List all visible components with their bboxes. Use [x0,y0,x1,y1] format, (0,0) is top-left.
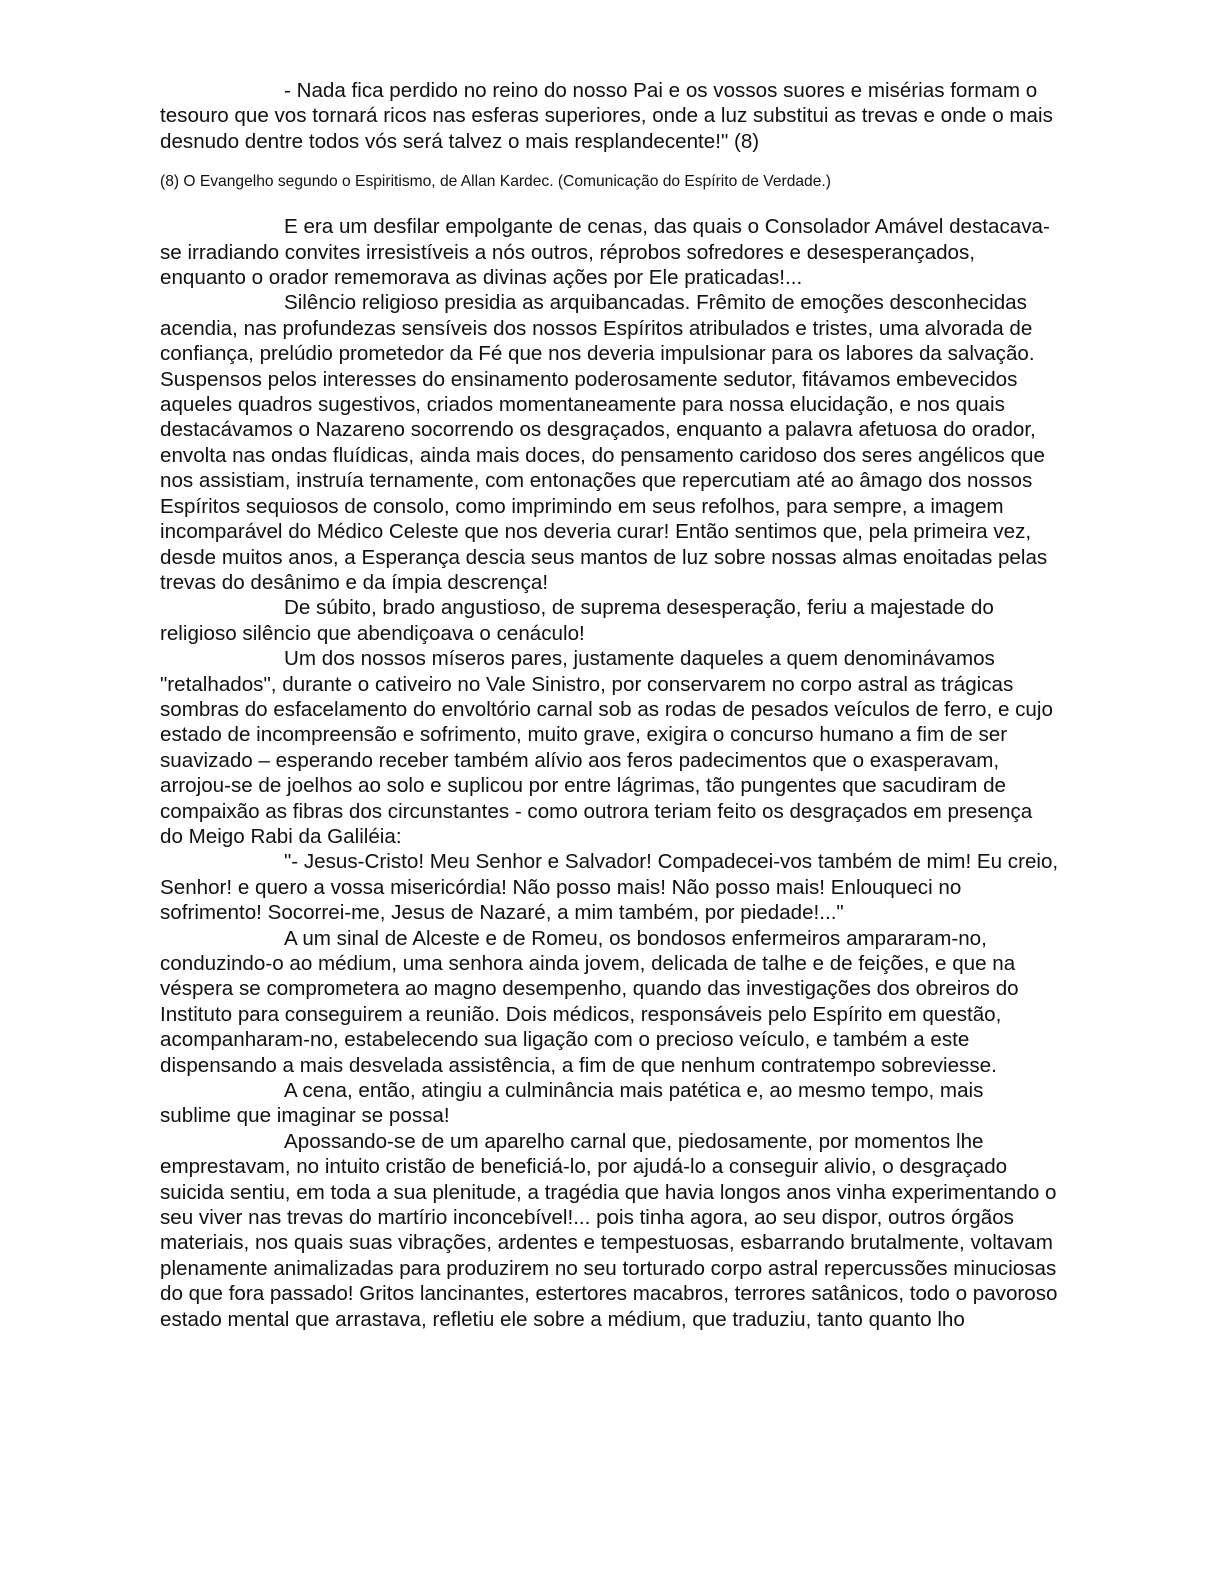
document-page [160,78,1060,1332]
paragraph: A um sinal de Alceste e de Romeu, os bondosos enfermeiros ampararam-no, conduzindo-o ao médium, uma senhora ainda jovem, delicada de talhe e de feições, e que na véspera se comprometera ao magno desempenho, quando das investigações dos obreiros do Instituto para conseguirem a reunião. Dois médicos, responsáveis pelo Espírito em questão, acompanharam-no, estabelecendo sua ligação com o precioso veículo, e também a este dispensando a mais desvelada assistência, a fim de que nenhum contratempo sobreviesse. [160,926,1019,1077]
paragraph: Um dos nossos míseros pares, justamente daqueles a quem denominávamos "retalhados", durante o cativeiro no Vale Sinistro, por conservarem no corpo astral as trágicas sombras do esfacelamento do envoltório carnal sob as rodas de pesados veículos de ferro, e cujo estado de incompreensão e sofrimento, muito grave, exigira o concurso humano a fim de ser suavizado – esperando receber também alívio aos feros padecimentos que o exasperavam, arrojou-se de joelhos ao solo e suplicou por entre lágrimas, tão pungentes que sacudiram de compaixão as fibras dos circunstantes - como outrora teriam feito os desgraçados em presença do Meigo Rabi da Galiléia: [160,647,1053,848]
paragraph: Silêncio religioso presidia as arquibancadas. Frêmito de emoções desconhecidas acendia, nas profundezas sensíveis dos nossos Espíritos atribulados e tristes, uma alvorada de confiança, prelúdio prometedor da Fé que nos deveria impulsionar para os labores da salvação. Suspensos pelos interesses do ensinamento poderosamente sedutor, fitávamos embevecidos aqueles quadros sugestivos, criados momentaneamente para nossa elucidação, e nos quais destacávamos o Nazareno socorrendo os desgraçados, enquanto a palavra afetuosa do orador, envolta nas ondas fluídicas, ainda mais doces, do pensamento caridoso dos seres angélicos que nos assistiam, instruía ternamente, com entonações que repercutiam até ao âmago dos nossos Espíritos sequiosos de consolo, como imprimindo em seus refolhos, para sempre, a imagem incomparável do Médico Celeste que nos deveria curar! Então sentimos que, pela primeira vez, desde muitos anos, a Esperança descia seus mantos de luz sobre nossas almas enoitadas pelas trevas do desânimo e da ímpia descrença! [160,291,1048,594]
paragraph: E era um desfilar empolgante de cenas, das quais o Consolador Amável destacava-se irradiando convites irresistíveis a nós outros, réprobos sofredores e desesperançados, enquanto o orador rememorava as divinas ações por Ele praticadas!... [160,215,1050,290]
footnote: (8) O Evangelho segundo o Espiritismo, de Allan Kardec. (Comunicação do Espírito de Verdade.) [160,173,831,191]
paragraph: Apossando-se de um aparelho carnal que, piedosamente, por momentos lhe emprestavam, no intuito cristão de beneficiá-lo, por ajudá-lo a conseguir alivio, o desgraçado suicida sentiu, em toda a sua plenitude, a tragédia que havia longos anos vinha experimentando o seu viver nas trevas do martírio inconcebível!... pois tinha agora, ao seu dispor, outros órgãos materiais, nos quais suas vibrações, ardentes e tempestuosas, esbarrando brutalmente, voltavam plenamente animalizadas para produzirem no seu torturado corpo astral repercussões minuciosas do que fora passado! Gritos lancinantes, estertores macabros, terrores satânicos, todo o pavoroso estado mental que arrastava, refletiu ele sobre a médium, que traduziu, tanto quanto lho [160,1129,1058,1331]
paragraph: "- Jesus-Cristo! Meu Senhor e Salvador! Compadecei-vos também de mim! Eu creio, Senhor! e quero a vossa misericórdia! Não posso mais! Não posso mais! Enlouqueci no sofrimento! Socorrei-me, Jesus de Nazaré, a mim também, por piedade!..." [160,850,1059,925]
paragraph: De súbito, brado angustioso, de suprema desesperação, feriu a majestade do religioso silêncio que abendiçoava o cenáculo! [160,596,994,645]
opening-paragraph: - Nada fica perdido no reino do nosso Pai e os vossos suores e misérias formam o tesouro que vos tornará ricos nas esferas superiores, onde a luz substitui as trevas e onde o mais desnudo dentre todos vós será talvez o mais resplandecente!" (8) [160,79,1053,153]
paragraph: A cena, então, atingiu a culminância mais patética e, ao mesmo tempo, mais sublime que imaginar se possa! [160,1079,984,1128]
